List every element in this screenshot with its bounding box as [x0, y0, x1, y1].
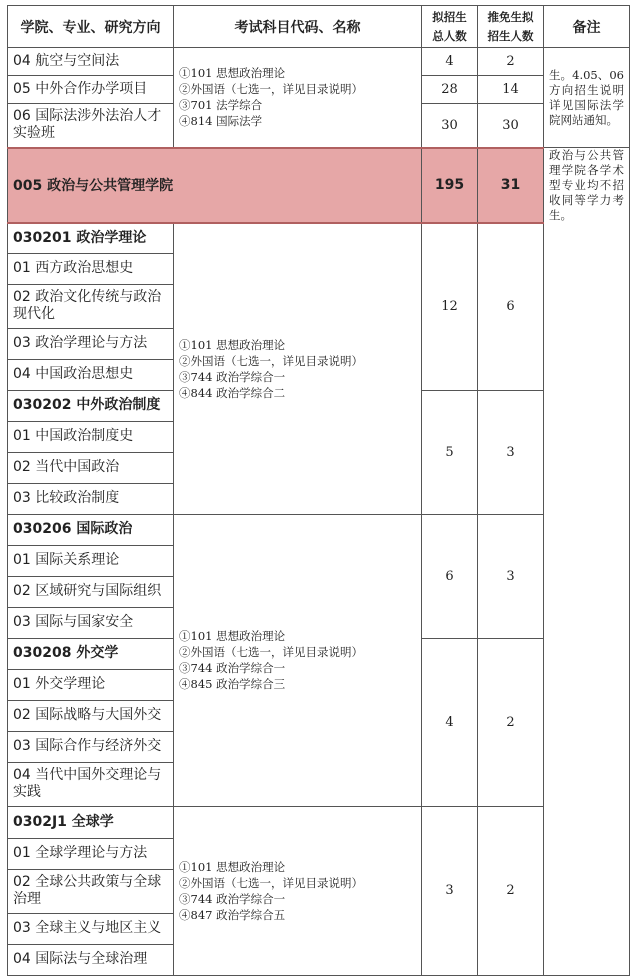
direction-cell: 02 区域研究与国际组织 [8, 576, 174, 607]
total-cell: 4 [422, 638, 478, 806]
exam-line: ③744 政治学综合一 [179, 369, 286, 384]
recommended-cell: 2 [478, 806, 544, 975]
header-recommended-line2: 招生人数 [487, 28, 534, 43]
direction-cell: 01 中国政治制度史 [8, 421, 174, 452]
recommended-cell: 30 [478, 104, 544, 148]
direction-cell: 01 外交学理论 [8, 669, 174, 700]
table-row [8, 514, 630, 545]
table-row [8, 223, 630, 253]
major-heading: 030206 国际政治 [8, 514, 174, 545]
header-total-line1: 拟招生 [432, 9, 467, 24]
exam-line: ②外国语（七选一，详见目录说明） [179, 82, 363, 97]
recommended-cell: 2 [478, 48, 544, 76]
header-total [422, 6, 478, 48]
major-heading: 030201 政治学理论 [8, 223, 174, 253]
major-heading: 0302J1 全球学 [8, 806, 174, 838]
exam-line: ④844 政治学综合二 [179, 385, 286, 400]
exam-cell [174, 223, 422, 514]
exam-cell [174, 806, 422, 975]
total-cell: 30 [422, 104, 478, 148]
direction-cell: 02 当代中国政治 [8, 452, 174, 483]
direction-cell: 01 西方政治思想史 [8, 253, 174, 284]
direction-cell: 03 政治学理论与方法 [8, 328, 174, 359]
total-cell: 3 [422, 806, 478, 975]
college-recommended: 31 [478, 148, 544, 224]
exam-line: ③701 法学综合 [179, 98, 263, 113]
direction-cell: 03 全球主义与地区主义 [8, 913, 174, 944]
header-note: 备注 [544, 6, 630, 48]
header-total-line2: 总人数 [432, 28, 467, 43]
direction-cell: 04 国际法与全球治理 [8, 944, 174, 975]
exam-line: ①101 思想政治理论 [179, 859, 286, 874]
header-recommended-line1: 推免生拟 [487, 9, 534, 24]
direction-cell: 02 国际战略与大国外交 [8, 700, 174, 731]
major-heading: 030208 外交学 [8, 638, 174, 669]
college-row [8, 148, 630, 224]
exam-line: ①101 思想政治理论 [179, 629, 286, 643]
total-cell: 5 [422, 390, 478, 514]
exam-line: ①101 思想政治理论 [179, 337, 286, 352]
table-row [8, 806, 630, 838]
exam-line: ③744 政治学综合一 [179, 661, 286, 675]
direction-cell: 05 中外合作办学项目 [8, 76, 174, 104]
direction-cell: 03 国际与国家安全 [8, 607, 174, 638]
recommended-cell: 2 [478, 638, 544, 806]
exam-line: ②外国语（七选一，详见目录说明） [179, 645, 363, 659]
total-cell: 6 [422, 514, 478, 638]
table-row [8, 48, 630, 76]
college-name: 005 政治与公共管理学院 [8, 148, 422, 224]
exam-cell [174, 514, 422, 806]
total-cell: 4 [422, 48, 478, 76]
note-spacer [544, 223, 630, 975]
direction-cell: 04 中国政治思想史 [8, 359, 174, 390]
exam-line: ②外国语（七选一，详见目录说明） [179, 875, 363, 890]
college-total: 195 [422, 148, 478, 224]
recommended-cell: 3 [478, 390, 544, 514]
direction-cell: 04 航空与空间法 [8, 48, 174, 76]
college-note: 政治与公共管理学院各学术型专业均不招收同等学力考生。 [544, 148, 630, 224]
exam-line: ④845 政治学综合三 [179, 677, 286, 691]
exam-cell [174, 48, 422, 148]
exam-line: ④814 国际法学 [179, 114, 263, 129]
direction-cell: 01 国际关系理论 [8, 545, 174, 576]
direction-cell: 01 全球学理论与方法 [8, 838, 174, 869]
exam-line: ④847 政治学综合五 [179, 907, 286, 922]
direction-cell: 04 当代中国外交理论与实践 [8, 762, 174, 806]
direction-cell: 06 国际法涉外法治人才实验班 [8, 104, 174, 148]
header-recommended [478, 6, 544, 48]
direction-cell: 03 比较政治制度 [8, 483, 174, 514]
enrollment-table [7, 5, 630, 976]
note-cell: 生。4.05、06 方向招生说明详见国际法学院网站通知。 [544, 48, 630, 148]
direction-cell: 02 政治文化传统与政治现代化 [8, 284, 174, 328]
total-cell: 12 [422, 223, 478, 390]
major-heading: 030202 中外政治制度 [8, 390, 174, 421]
direction-cell: 03 国际合作与经济外交 [8, 731, 174, 762]
exam-line: ①101 思想政治理论 [179, 66, 286, 81]
recommended-cell: 14 [478, 76, 544, 104]
header-direction: 学院、专业、研究方向 [8, 6, 174, 48]
recommended-cell: 6 [478, 223, 544, 390]
exam-line: ③744 政治学综合一 [179, 891, 286, 906]
recommended-cell: 3 [478, 514, 544, 638]
table-header-row [8, 6, 630, 48]
direction-cell: 02 全球公共政策与全球治理 [8, 869, 174, 913]
total-cell: 28 [422, 76, 478, 104]
exam-line: ②外国语（七选一，详见目录说明） [179, 353, 363, 368]
header-exam: 考试科目代码、名称 [174, 6, 422, 48]
